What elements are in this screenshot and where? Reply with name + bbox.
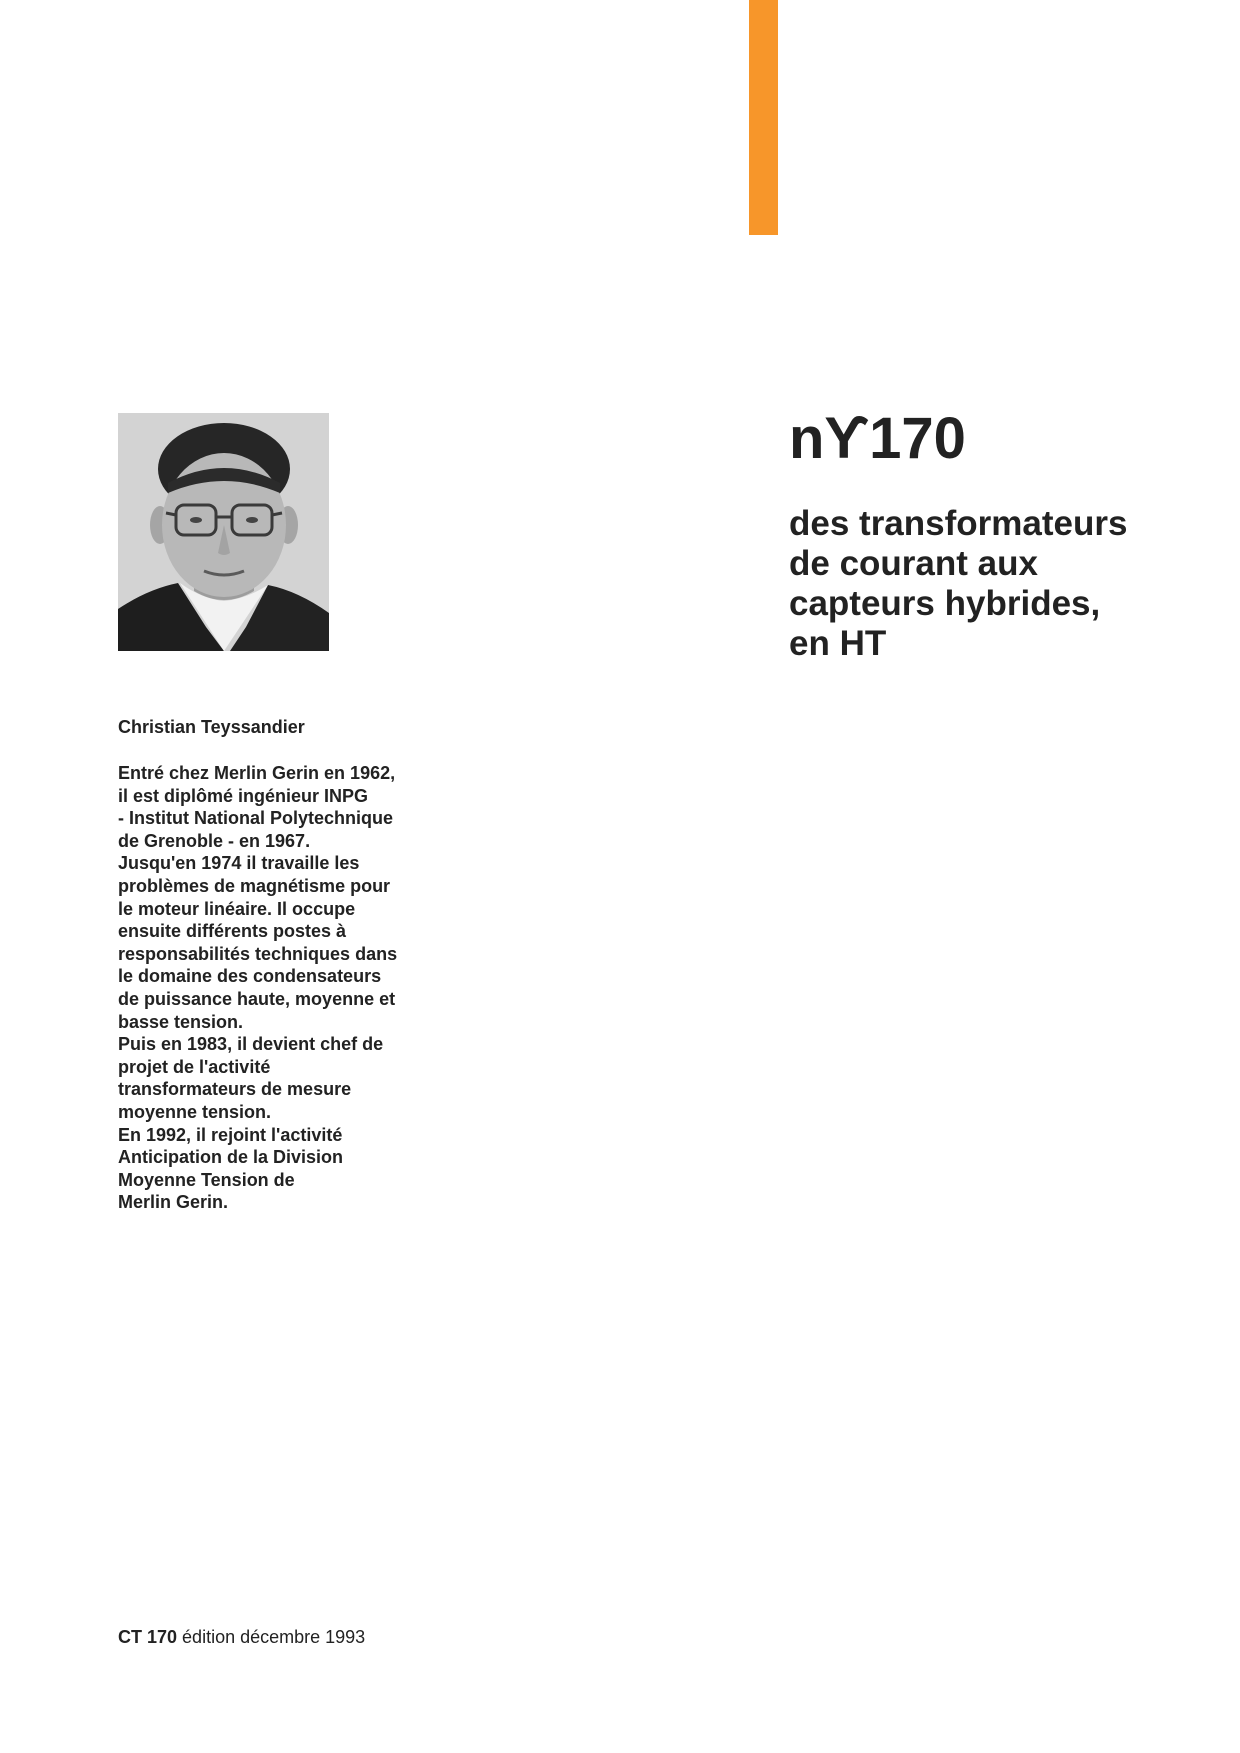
bio-line: Jusqu'en 1974 il travaille les xyxy=(118,853,360,874)
bio-line: problèmes de magnétisme pour xyxy=(118,875,391,896)
bio-line: basse tension. xyxy=(118,1011,244,1032)
document-number: nϒ170 xyxy=(789,406,966,471)
bio-line: le domaine des condensateurs xyxy=(118,966,382,987)
edition-date: édition décembre 1993 xyxy=(182,1627,366,1647)
edition-footer xyxy=(118,1626,365,1648)
document-title-line: en HT xyxy=(789,624,887,663)
bio-line: Puis en 1983, il devient chef de xyxy=(118,1034,384,1055)
bio-line: ensuite différents postes à xyxy=(118,921,347,942)
document-title-line: de courant aux xyxy=(789,544,1038,583)
author-name: Christian Teyssandier xyxy=(118,717,305,737)
bio-line: Anticipation de la Division xyxy=(118,1147,344,1168)
document-code: CT 170 xyxy=(118,1627,178,1647)
bio-line: moyenne tension. xyxy=(118,1101,272,1122)
bio-line: le moteur linéaire. Il occupe xyxy=(118,898,356,919)
bio-line: de puissance haute, moyenne et xyxy=(118,988,396,1009)
bio-line: Moyenne Tension de xyxy=(118,1169,295,1190)
bio-line: projet de l'activité xyxy=(118,1056,271,1077)
bio-line: transformateurs de mesure xyxy=(118,1079,352,1100)
bio-line: responsabilités techniques dans xyxy=(118,943,398,964)
author-biography xyxy=(118,762,438,1214)
bio-line: - Institut National Polytechnique xyxy=(118,808,394,829)
bio-line: Entré chez Merlin Gerin en 1962, xyxy=(118,763,396,783)
bio-line: Merlin Gerin. xyxy=(118,1192,229,1213)
bio-line: il est diplômé ingénieur INPG xyxy=(118,785,369,806)
document-title xyxy=(789,504,1209,664)
bio-line: de Grenoble - en 1967. xyxy=(118,830,311,851)
bio-line: En 1992, il rejoint l'activité xyxy=(118,1124,343,1145)
author-photo xyxy=(118,413,329,651)
document-title-line: des transformateurs xyxy=(789,504,1128,543)
accent-bar xyxy=(749,0,778,235)
document-title-line: capteurs hybrides, xyxy=(789,584,1101,623)
